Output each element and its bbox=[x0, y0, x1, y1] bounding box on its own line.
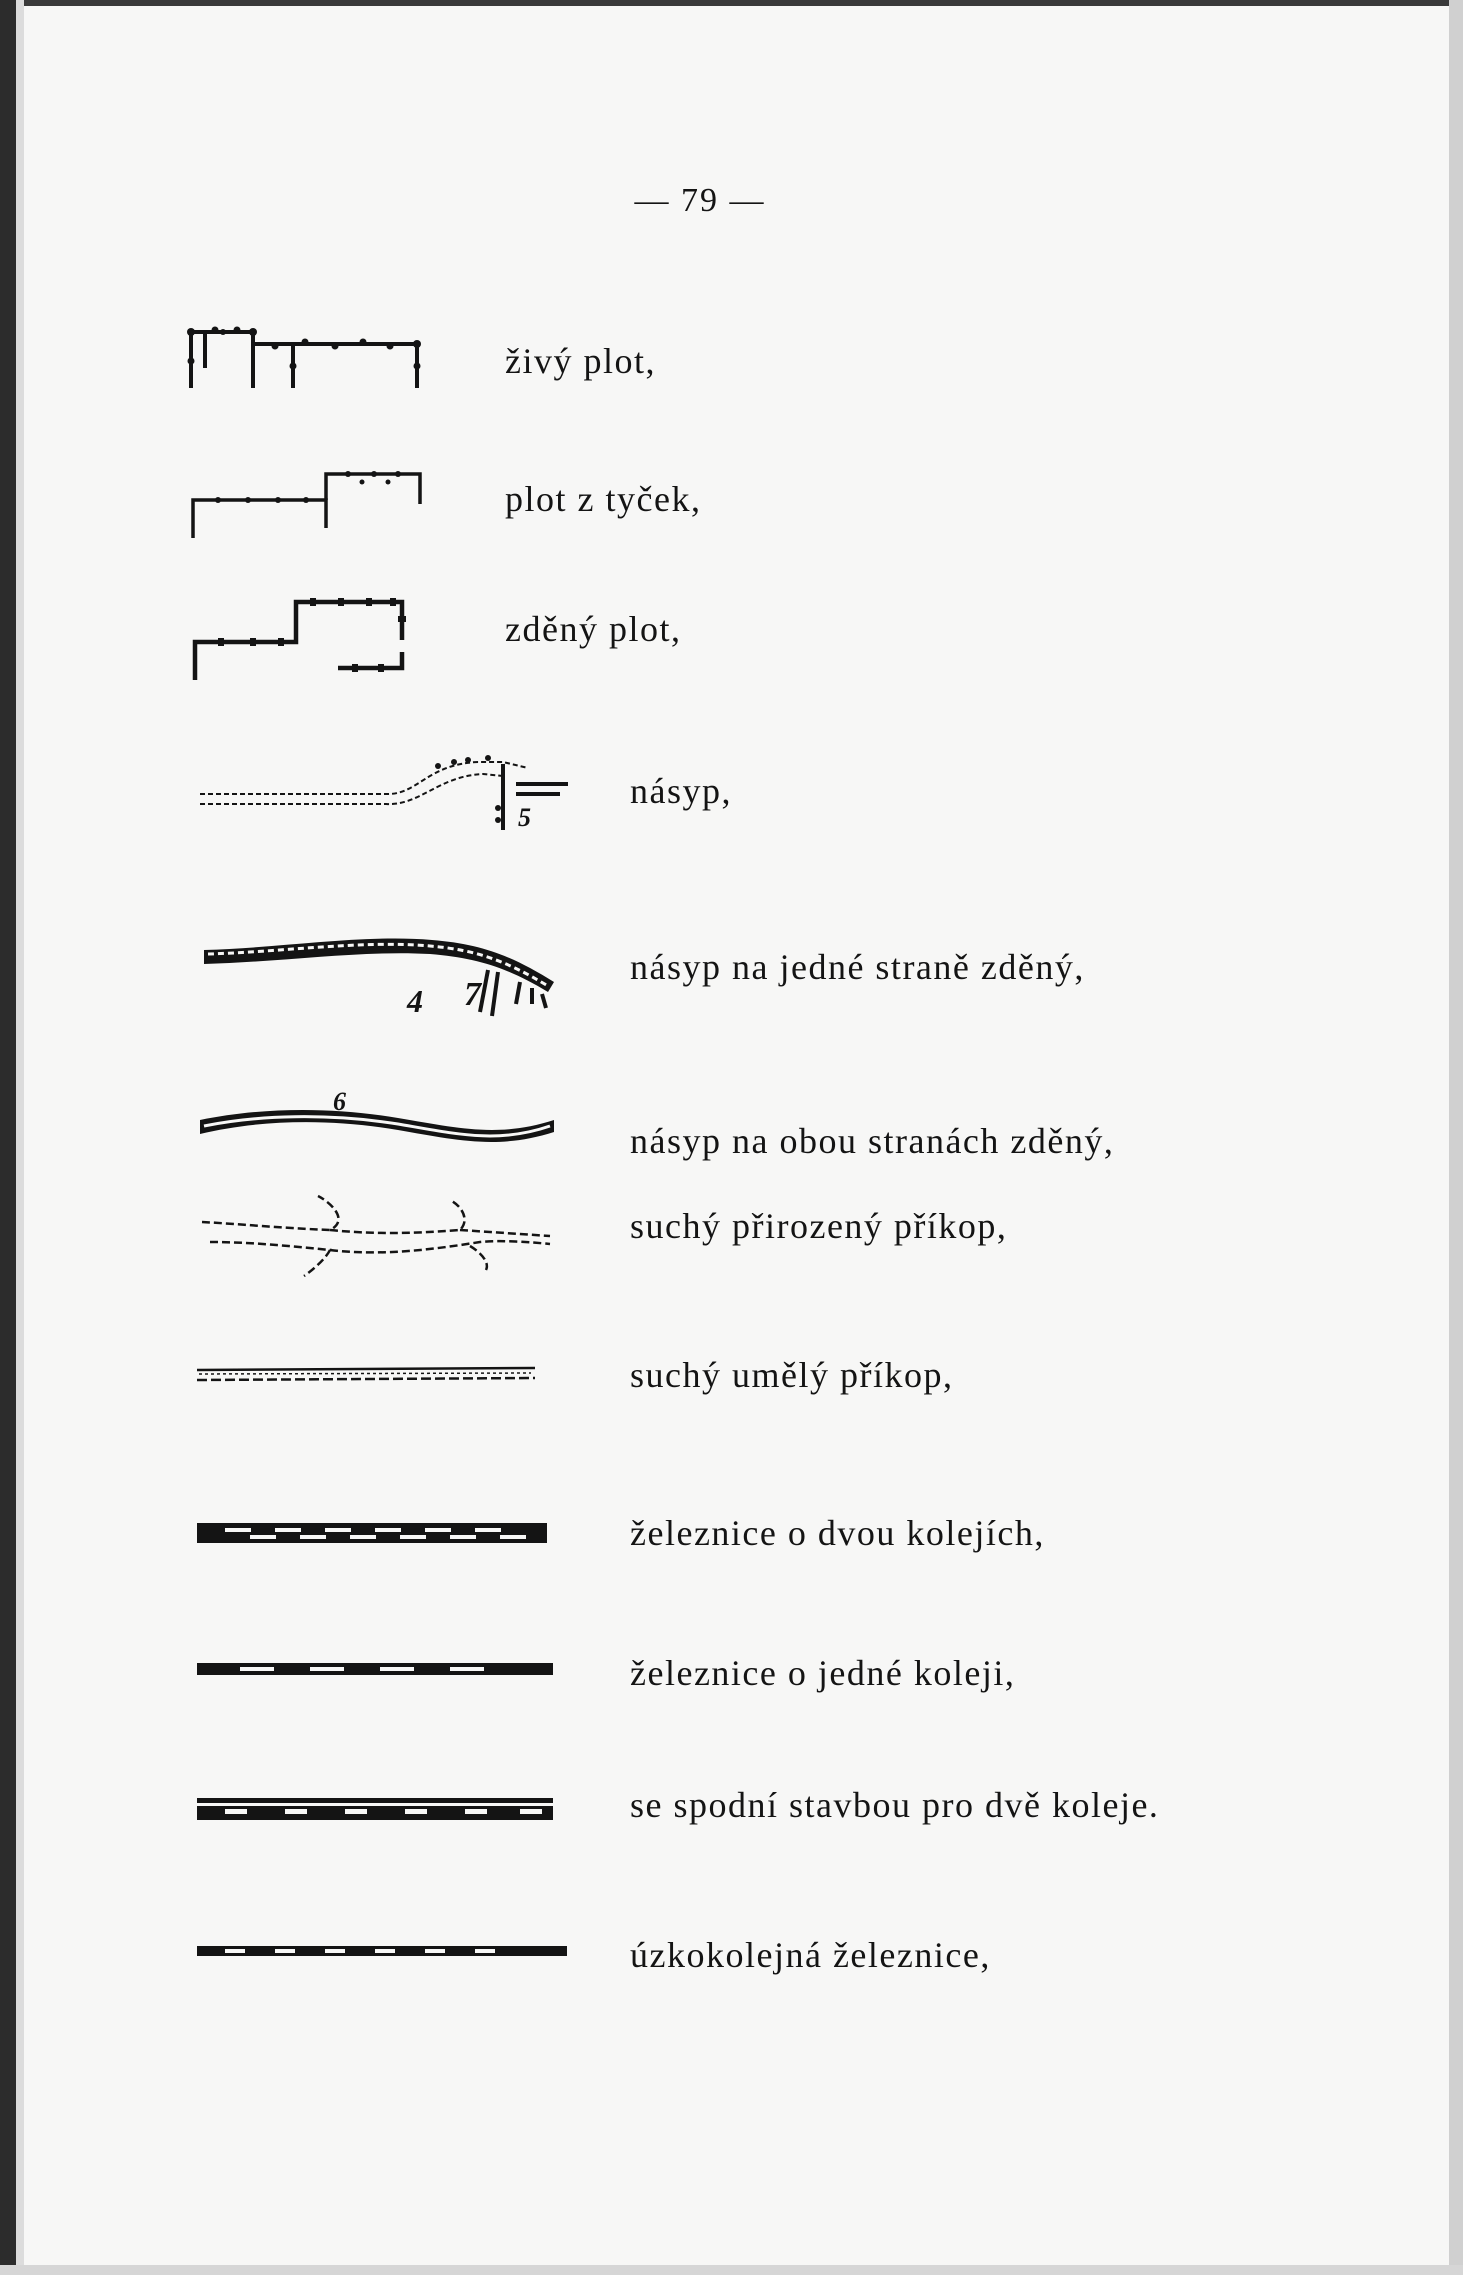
page-bottom-edge bbox=[0, 2265, 1463, 2275]
single-track-railway-symbol bbox=[195, 1660, 560, 1678]
page-top-edge bbox=[0, 0, 1463, 6]
legend-label-double-track-railway: železnice o dvou kolejích, bbox=[630, 1513, 1045, 1553]
legend-label-single-track-railway: železnice o jedné koleji, bbox=[630, 1653, 1016, 1693]
embankment-one-side-number-b: 7 bbox=[464, 976, 481, 1013]
narrow-gauge-railway-symbol bbox=[195, 1942, 575, 1960]
page-number: — 79 — bbox=[634, 182, 766, 219]
legend-label-wall: zděný plot, bbox=[505, 609, 682, 649]
hedge-symbol bbox=[185, 316, 425, 391]
embankment-both-sides-number: 6 bbox=[333, 1087, 346, 1116]
legend-label-embankment: násyp, bbox=[630, 771, 732, 811]
legend-label-hedge: živý plot, bbox=[505, 341, 656, 381]
wall-symbol bbox=[190, 592, 415, 682]
legend-label-double-track-substructure: se spodní stavbou pro dvě koleje. bbox=[630, 1785, 1160, 1825]
embankment-one-side-number: 4 bbox=[407, 983, 423, 1019]
double-track-railway-symbol bbox=[195, 1520, 555, 1546]
page-binding-shadow bbox=[16, 0, 24, 2275]
legend-label-embankment-one-side: násyp na jedné straně zděný, bbox=[630, 947, 1085, 987]
legend-label-narrow-gauge-railway: úzkokolejná železnice, bbox=[630, 1935, 991, 1975]
legend-label-artificial-dry-ditch: suchý umělý příkop, bbox=[630, 1355, 954, 1395]
pole-fence-symbol bbox=[188, 470, 428, 540]
page-right-edge bbox=[1449, 0, 1463, 2275]
page-binding-edge bbox=[0, 0, 16, 2275]
natural-dry-ditch-symbol bbox=[200, 1190, 555, 1280]
legend-label-pole-fence: plot z tyček, bbox=[505, 479, 702, 519]
artificial-dry-ditch-symbol bbox=[195, 1360, 540, 1390]
embankment-number: 5 bbox=[518, 803, 531, 832]
legend-label-natural-dry-ditch: suchý přirozený příkop, bbox=[630, 1206, 1008, 1246]
embankment-one-side-wall-symbol bbox=[202, 930, 562, 1025]
embankment-both-sides-wall-symbol bbox=[198, 1088, 558, 1168]
double-track-substructure-symbol bbox=[195, 1795, 560, 1823]
embankment-symbol bbox=[198, 748, 578, 843]
legend-label-embankment-both-sides: násyp na obou stranách zděný, bbox=[630, 1121, 1115, 1161]
